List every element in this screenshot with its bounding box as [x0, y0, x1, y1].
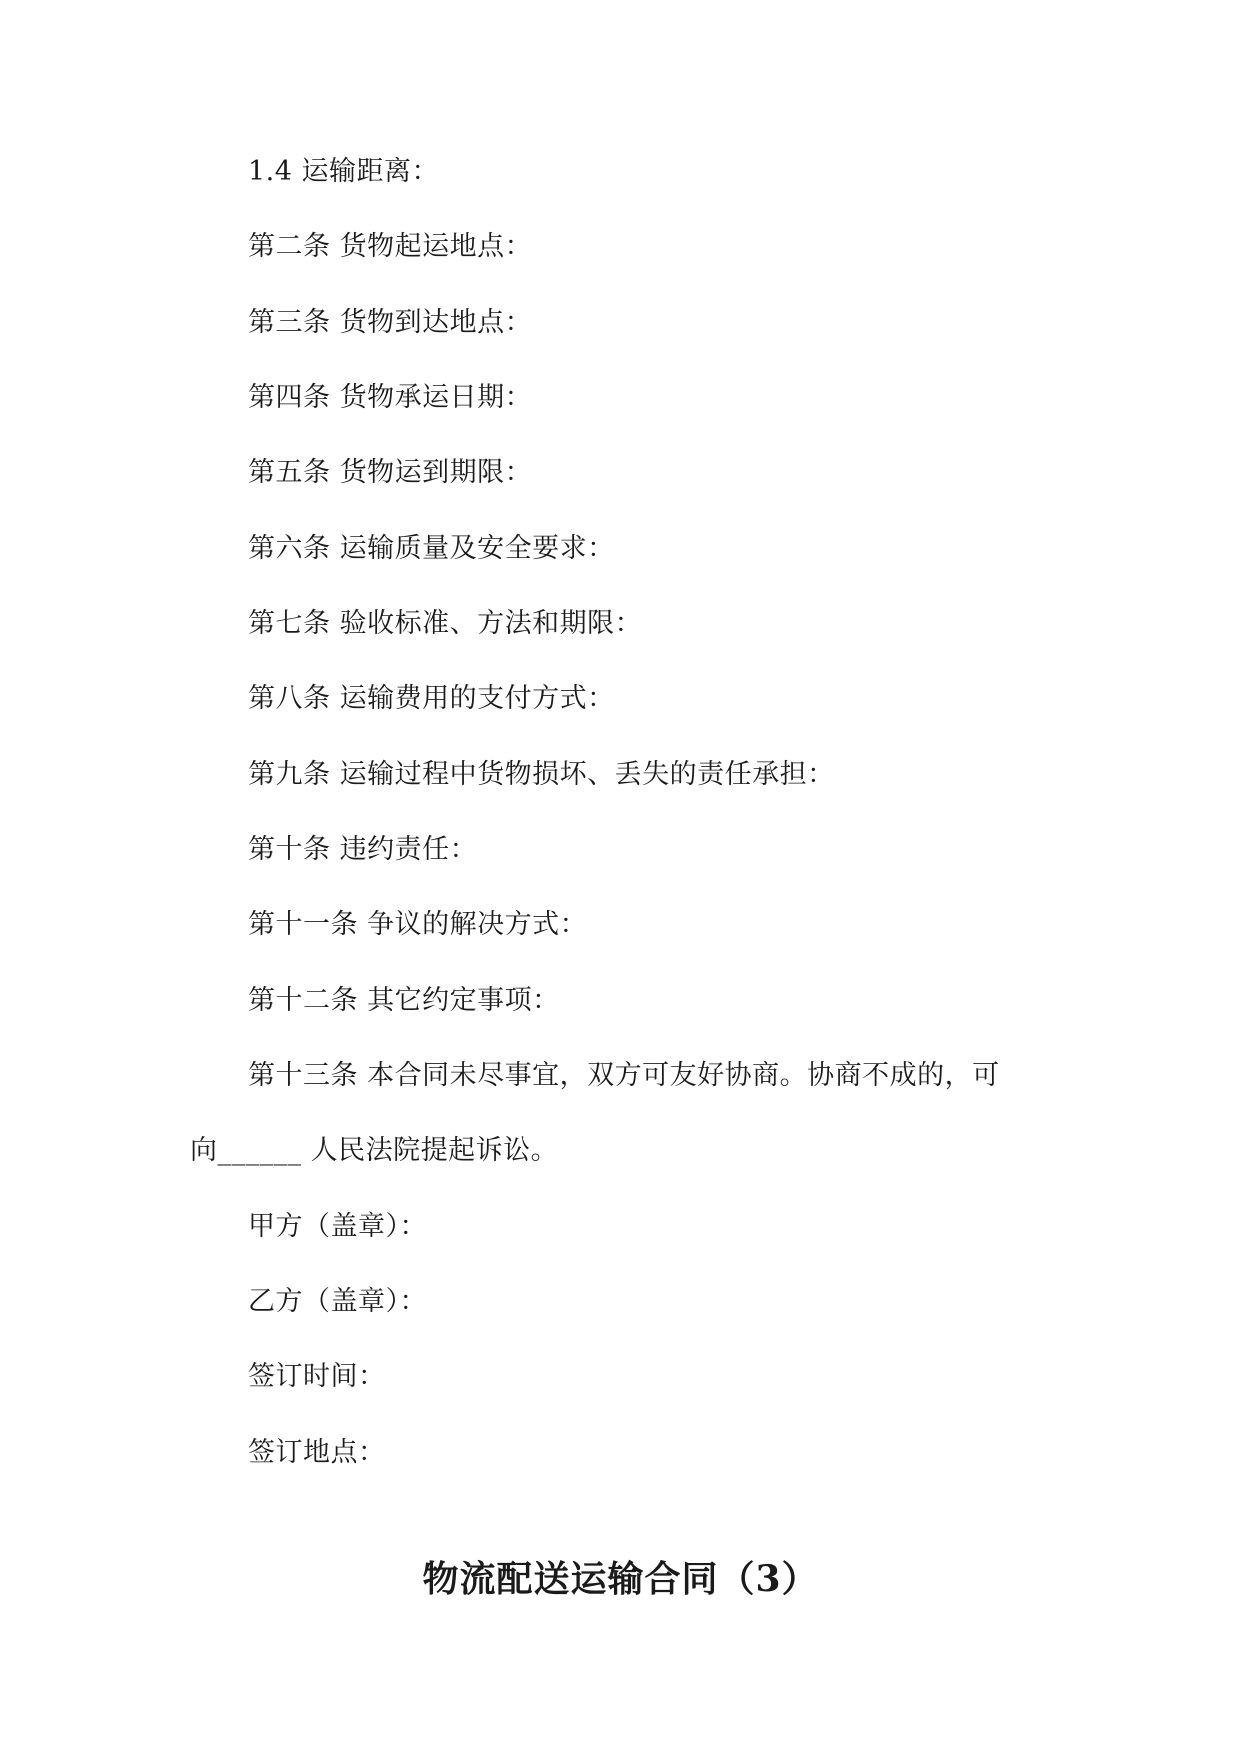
party-b-seal: 乙方（盖章）：: [248, 1286, 427, 1317]
clause-10-breach: 第十条 违约责任：: [248, 834, 478, 865]
clause-1-4-distance: 1.4 运输距离：: [248, 156, 440, 187]
section-title: 物流配送运输合同（3）: [422, 1558, 819, 1600]
clause-9-liability: 第九条 运输过程中货物损坏、丢失的责任承担：: [248, 759, 835, 790]
clause-7-acceptance: 第七条 验收标准、方法和期限：: [248, 608, 643, 639]
clause-4-date: 第四条 货物承运日期：: [248, 382, 533, 413]
clause-8-payment: 第八条 运输费用的支付方式：: [248, 683, 615, 714]
clause-11-dispute: 第十一条 争议的解决方式：: [248, 909, 588, 940]
signing-time: 签订时间：: [248, 1361, 386, 1392]
clause-12-other: 第十二条 其它约定事项：: [248, 985, 560, 1016]
party-a-seal: 甲方（盖章）：: [248, 1211, 427, 1242]
clause-13-part2: 向______ 人民法院提起诉讼。: [190, 1135, 559, 1166]
clause-5-deadline: 第五条 货物运到期限：: [248, 457, 533, 488]
signing-place: 签订地点：: [248, 1437, 386, 1468]
clause-3-destination: 第三条 货物到达地点：: [248, 307, 533, 338]
clause-13-part1: 第十三条 本合同未尽事宜，双方可友好协商。协商不成的，可: [248, 1060, 1000, 1091]
clause-2-origin: 第二条 货物起运地点：: [248, 231, 533, 262]
clause-6-quality: 第六条 运输质量及安全要求：: [248, 533, 615, 564]
